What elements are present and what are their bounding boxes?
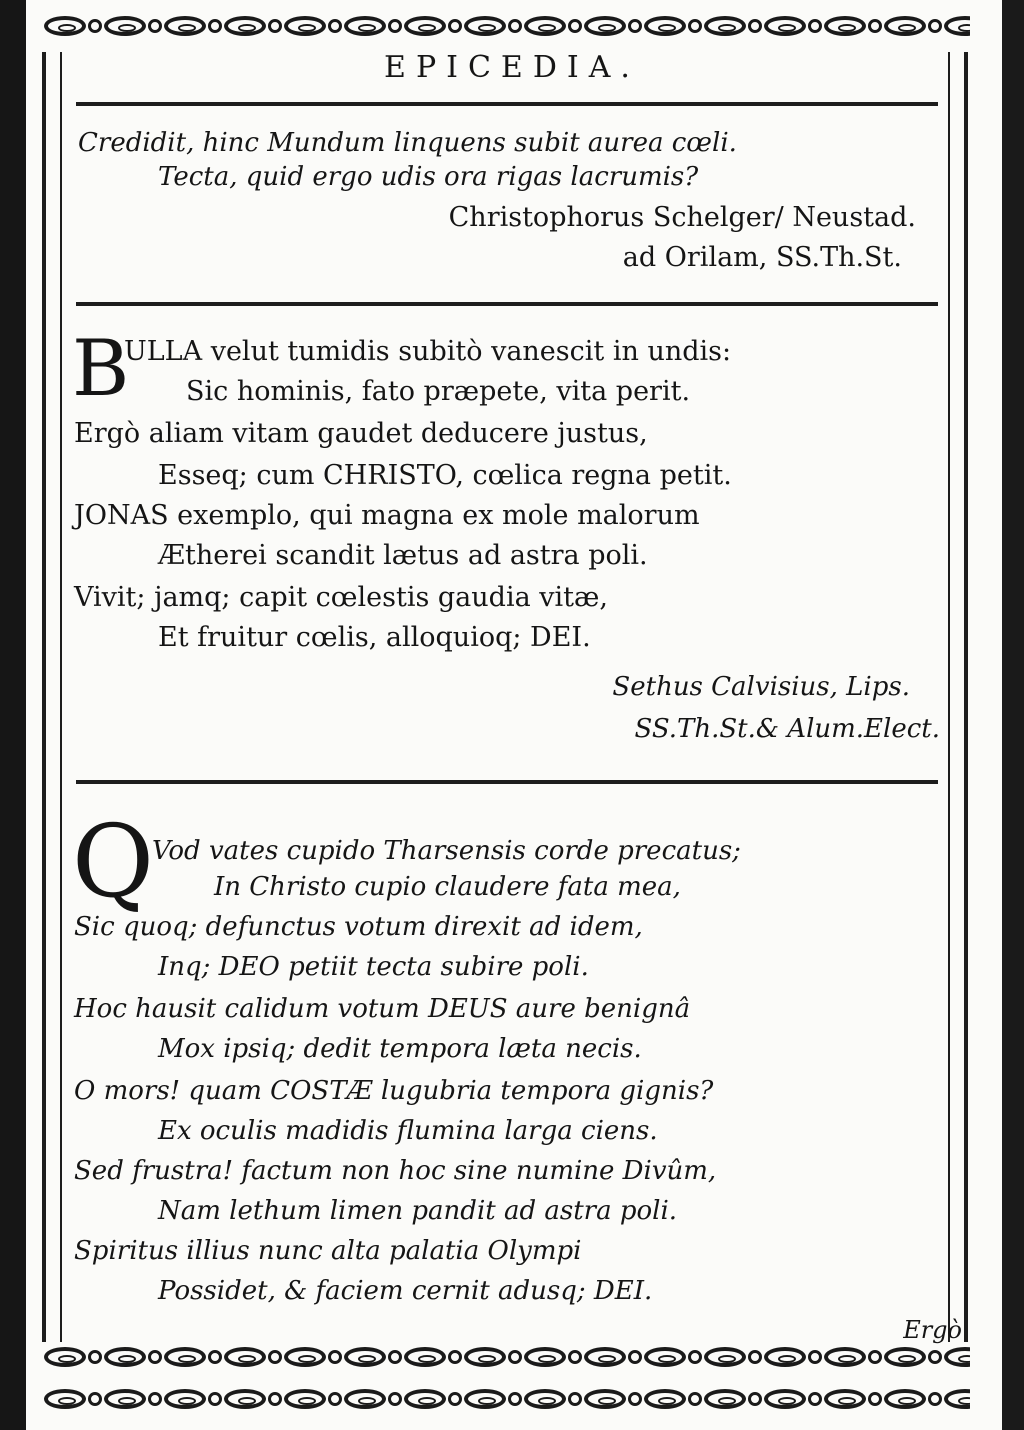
frame-line-left-inner [60, 52, 62, 1342]
ornament-knot [568, 1392, 582, 1406]
ornament-link [704, 16, 746, 36]
ornament-knot [508, 19, 522, 33]
ornament-knot [688, 1392, 702, 1406]
ornament-link [464, 1389, 506, 1409]
ornament-knot [328, 19, 342, 33]
ornament-link [644, 1389, 686, 1409]
ornament-link [524, 1389, 566, 1409]
ornament-link [524, 1347, 566, 1367]
ornament-link [764, 1389, 806, 1409]
ornament-link [584, 1347, 626, 1367]
ornament-knot [748, 19, 762, 33]
ornament-link [44, 1347, 86, 1367]
poem3-line-11: Spiritus illius nunc alta palatia Olympi [74, 1236, 582, 1266]
ornament-knot [448, 1350, 462, 1364]
ornament-link [464, 16, 506, 36]
rule-after-poem1 [76, 302, 938, 306]
ornament-knot [208, 1350, 222, 1364]
poem2-line-8: Et fruitur cœlis, alloquioq; DEI. [158, 622, 591, 653]
poem3-line-1: Vod vates cupido Tharsensis corde precatus; [152, 836, 741, 866]
poem3-line-12: Possidet, & faciem cernit adusq; DEI. [158, 1276, 653, 1306]
ornament-knot [868, 19, 882, 33]
ornament-knot [688, 19, 702, 33]
ornament-link [944, 1389, 970, 1409]
poem3-line-8: Ex oculis madidis flumina larga ciens. [158, 1116, 658, 1146]
ornament-knot [148, 1350, 162, 1364]
ornament-knot [388, 19, 402, 33]
ornament-link [584, 16, 626, 36]
ornament-link [824, 1389, 866, 1409]
ornament-link [524, 16, 566, 36]
ornament-knot [508, 1350, 522, 1364]
ornament-knot [628, 19, 642, 33]
poem2-signature-affiliation: SS.Th.St.& Alum.Elect. [634, 714, 940, 744]
ornament-link [284, 16, 326, 36]
drop-capital-b: B [72, 324, 130, 414]
poem2-line-3: Ergò aliam vitam gaudet deducere justus, [74, 418, 648, 449]
frame-line-right-outer [964, 52, 968, 1342]
poem3-line-2: In Christo cupio claudere fata mea, [214, 872, 681, 902]
ornament-knot [268, 19, 282, 33]
ornament-link [704, 1389, 746, 1409]
ornament-link [944, 16, 970, 36]
ornament-knot [448, 19, 462, 33]
ornament-link [464, 1347, 506, 1367]
ornament-link [224, 1389, 266, 1409]
ornament-knot [688, 1350, 702, 1364]
frame-line-left-outer [42, 52, 46, 1342]
ornament-link [164, 1347, 206, 1367]
ornament-link [644, 16, 686, 36]
ornament-link [764, 1347, 806, 1367]
ornament-knot [568, 19, 582, 33]
ornament-link [224, 1347, 266, 1367]
poem2-line-5: JONAS exemplo, qui magna ex mole malorum [74, 500, 700, 531]
ornament-knot [748, 1392, 762, 1406]
ornamental-border-bottom-lower [44, 1382, 970, 1416]
ornament-link [344, 16, 386, 36]
ornamental-border-top [44, 8, 970, 44]
ornament-knot [88, 1392, 102, 1406]
ornament-knot [88, 1350, 102, 1364]
ornament-knot [328, 1392, 342, 1406]
drop-capital-q: Q [72, 803, 154, 920]
ornament-knot [268, 1350, 282, 1364]
ornament-link [284, 1389, 326, 1409]
ornament-knot [448, 1392, 462, 1406]
ornament-link [104, 1389, 146, 1409]
ornament-link [104, 16, 146, 36]
ornament-knot [868, 1350, 882, 1364]
ornament-knot [868, 1392, 882, 1406]
ornament-knot [388, 1350, 402, 1364]
frame-line-right-inner [948, 52, 950, 1342]
poem2-line-1: ULLA velut tumidis subitò vanescit in undis: [124, 336, 732, 367]
ornament-knot [148, 19, 162, 33]
ornament-knot [328, 1350, 342, 1364]
scan-edge-right [1002, 0, 1024, 1430]
catchword: Ergò [903, 1316, 962, 1344]
ornament-knot [928, 19, 942, 33]
ornament-link [404, 16, 446, 36]
scan-edge-left [0, 0, 26, 1430]
ornament-link [344, 1347, 386, 1367]
poem3-line-10: Nam lethum limen pandit ad astra poli. [158, 1196, 678, 1226]
ornament-link [944, 1347, 970, 1367]
ornament-knot [808, 1392, 822, 1406]
ornament-link [164, 1389, 206, 1409]
ornament-knot [388, 1392, 402, 1406]
ornament-link [404, 1389, 446, 1409]
ornament-knot [148, 1392, 162, 1406]
ornament-knot [88, 19, 102, 33]
poem1-line-2: Tecta, quid ergo udis ora rigas lacrumis? [158, 162, 699, 192]
ornament-knot [628, 1350, 642, 1364]
poem3-line-6: Mox ipsiq; dedit tempora læta necis. [158, 1034, 642, 1064]
ornament-knot [928, 1392, 942, 1406]
poem1-signature-place: ad Orilam, SS.Th.St. [622, 242, 902, 273]
ornament-link [164, 16, 206, 36]
ornament-link [344, 1389, 386, 1409]
ornament-knot [748, 1350, 762, 1364]
ornament-link [764, 16, 806, 36]
ornament-link [104, 1347, 146, 1367]
ornament-knot [508, 1392, 522, 1406]
ornament-knot [628, 1392, 642, 1406]
ornament-link [884, 1389, 926, 1409]
ornament-link [584, 1389, 626, 1409]
rule-under-header [76, 102, 938, 106]
poem3-line-9: Sed frustra! factum non hoc sine numine Divûm, [74, 1156, 717, 1186]
poem3-line-3: Sic quoq; defunctus votum direxit ad idem, [74, 912, 643, 942]
ornament-link [884, 16, 926, 36]
poem3-line-7: O mors! quam COSTÆ lugubria tempora gignis? [74, 1076, 714, 1106]
poem3-line-4: Inq; DEO petiit tecta subire poli. [158, 952, 589, 982]
running-header: EPICEDIA. [384, 50, 640, 85]
ornament-knot [268, 1392, 282, 1406]
poem2-line-2: Sic hominis, fato præpete, vita perit. [186, 376, 691, 407]
poem2-line-4: Esseq; cum CHRISTO, cœlica regna petit. [158, 460, 732, 491]
poem1-signature-name: Christophorus Schelger/ Neustad. [448, 202, 916, 233]
ornament-link [224, 16, 266, 36]
ornament-knot [928, 1350, 942, 1364]
poem2-line-6: Ætherei scandit lætus ad astra poli. [158, 540, 648, 571]
ornament-knot [208, 1392, 222, 1406]
ornament-link [644, 1347, 686, 1367]
poem1-line-1: Credidit, hinc Mundum linquens subit aurea cœli. [78, 128, 737, 158]
ornament-knot [208, 19, 222, 33]
ornament-link [404, 1347, 446, 1367]
poem2-line-7: Vivit; jamq; capit cœlestis gaudia vitæ, [74, 582, 608, 613]
ornament-link [44, 1389, 86, 1409]
ornament-knot [808, 19, 822, 33]
poem3-line-5: Hoc hausit calidum votum DEUS aure benignâ [74, 994, 691, 1024]
ornament-link [824, 1347, 866, 1367]
ornament-link [44, 16, 86, 36]
ornament-link [824, 16, 866, 36]
ornament-knot [808, 1350, 822, 1364]
rule-after-poem2 [76, 780, 938, 784]
ornament-link [884, 1347, 926, 1367]
ornament-knot [568, 1350, 582, 1364]
ornamental-border-bottom [44, 1340, 970, 1374]
poem2-signature-name: Sethus Calvisius, Lips. [612, 672, 910, 702]
ornament-link [704, 1347, 746, 1367]
ornament-link [284, 1347, 326, 1367]
